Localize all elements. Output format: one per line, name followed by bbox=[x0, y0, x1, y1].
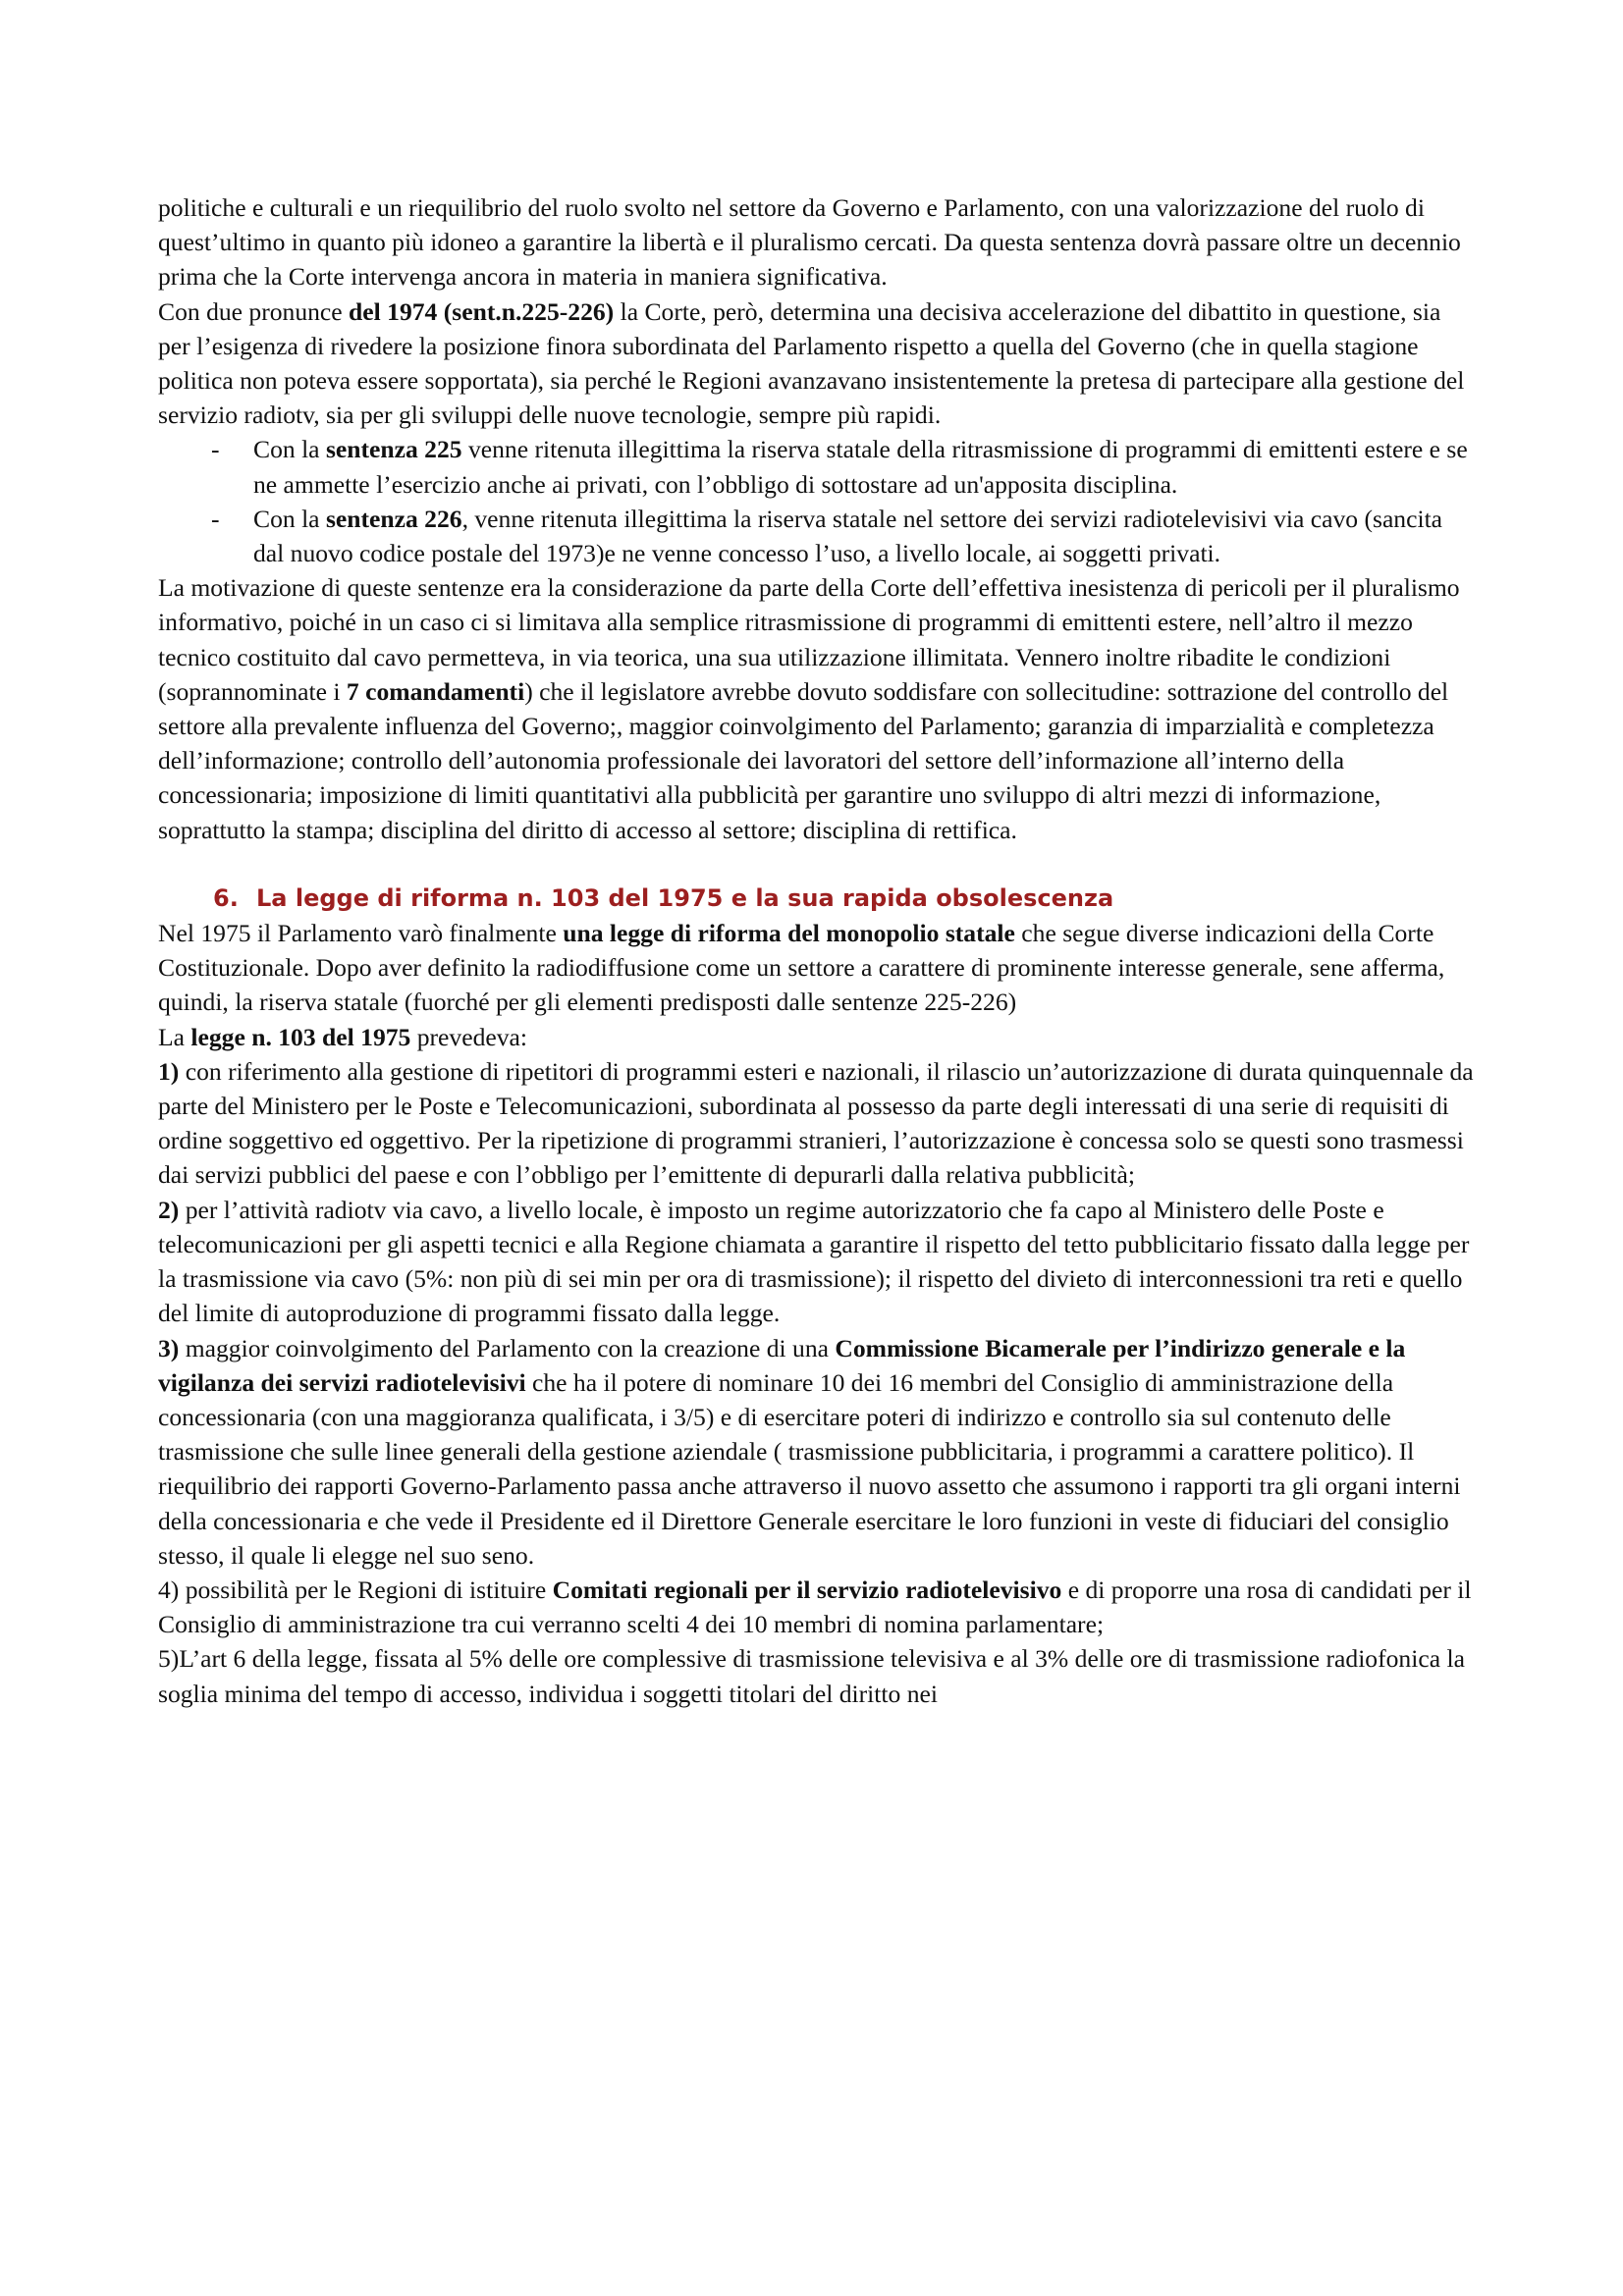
text-run: maggior coinvolgimento del Parlamento con la creazione di una bbox=[179, 1333, 836, 1362]
bullet-item-sentenza-226 bbox=[158, 502, 1479, 570]
section-heading-6 bbox=[158, 881, 1479, 916]
list-item-1 bbox=[158, 1054, 1479, 1193]
document-page bbox=[158, 190, 1479, 1711]
text-run: La bbox=[158, 1022, 191, 1051]
bold-text-run: una legge di riforma del monopolio statale bbox=[563, 919, 1015, 948]
text-run: per l’attività radiotv via cavo, a livello locale, è imposto un regime autorizzatorio che fa capo al Ministero delle Poste e telecomunicazioni per gli aspetti tecnici e alla Regione chiamata a garantire il rispetto del tetto pubblicitario fissato dalla legge per la trasmissione via cavo (5%: non più di sei min per ora di trasmissione); il rispetto del divieto di interconnessioni tra reti e quello del limite di autoproduzione di programmi fissato dalla legge. bbox=[158, 1195, 1470, 1328]
paragraph-motivation bbox=[158, 570, 1479, 847]
list-item-3 bbox=[158, 1331, 1479, 1573]
text-run: con riferimento alla gestione di ripetitori di programmi esteri e nazionali, il rilascio un’autorizzazione di durata quinquennale da parte del Ministero per le Poste e Telecomunicazioni, subordinata al possesso da parte degli interessati di una serie di requisiti di ordine soggettivo ed oggettivo. Per la ripetizione di programmi stranieri, l’autorizzazione è concessa solo se questi sono trasmessi dai servizi pubblici del paese e con l’obbligo per l’emittente di depurarli dalla relativa pubblicità; bbox=[158, 1056, 1474, 1190]
list-item-2 bbox=[158, 1193, 1479, 1331]
paragraph-1974-rulings bbox=[158, 294, 1479, 433]
section-title: La legge di riforma n. 103 del 1975 e la sua rapida obsolescenza bbox=[256, 883, 1114, 912]
paragraph-law-103 bbox=[158, 1020, 1479, 1054]
bold-text-run: legge n. 103 del 1975 bbox=[190, 1022, 411, 1051]
rulings-bullet-list bbox=[158, 432, 1479, 570]
paragraph-intro-text: politiche e culturali e un riequilibrio del ruolo svolto nel settore da Governo e Parlamento, con una valorizzazione del ruolo di quest’ultimo in quanto più idoneo a garantire la libertà e il pluralismo cercati. Da questa sentenza dovrà passare oltre un decennio prima che la Corte intervenga ancora in materia in maniera significativa. bbox=[158, 193, 1461, 292]
text-run: ) che il legislatore avrebbe dovuto soddisfare con sollecitudine: sottrazione del controllo del settore alla prevalente influenza del Governo;, maggior coinvolgimento del Parlamento; garanzia di imparzialità e completezza dell’informazione; controllo dell’autonomia professionale dei lavoratori del settore dell’informazione all’interno della concessionaria; imposizione di limiti quantitativi alla pubblicità per garantire uno sviluppo di altri mezzi di informazione, soprattutto la stampa; disciplina del diritto di accesso al settore; disciplina di rettifica. bbox=[158, 676, 1449, 844]
item-number: 1) bbox=[158, 1056, 180, 1086]
paragraph-1975-reform bbox=[158, 916, 1479, 1020]
text-run: 4) possibilità per le Regioni di istituire bbox=[158, 1575, 553, 1604]
text-run: 5)L’art 6 della legge, fissata al 5% delle ore complessive di trasmissione televisiva e al 3% delle ore di trasmissione radiofonica la soglia minima del tempo di accesso, individua i soggetti titolari del diritto nei bbox=[158, 1644, 1465, 1708]
bullet-item-sentenza-225 bbox=[158, 432, 1479, 501]
item-number: 2) bbox=[158, 1195, 180, 1224]
bold-text-run: sentenza 225 bbox=[325, 435, 462, 464]
text-run: e di proporre una rosa di candidati per il Consiglio di amministrazione tra cui verranno scelti 4 dei 10 membri di nomina parlamentare; bbox=[158, 1575, 1472, 1639]
text-run: Con due pronunce bbox=[158, 296, 350, 326]
blank-line bbox=[158, 847, 1479, 881]
list-item-5 bbox=[158, 1641, 1479, 1710]
item-number: 3) bbox=[158, 1333, 180, 1362]
text-run: La motivazione di queste sentenze era la considerazione da parte della Corte dell’effettiva inesistenza di pericoli per il pluralismo informativo, poiché in un caso ci si limitava alla semplice ritrasmissione di programmi di emittenti estere, nell’altro il mezzo tecnico costituito dal cavo permetteva, in via teorica, una sua utilizzazione illimitata. Vennero inoltre ribadite le condizioni (soprannominate i bbox=[158, 573, 1460, 706]
text-run: Con la bbox=[253, 504, 326, 533]
paragraph-intro bbox=[158, 190, 1479, 294]
bullet-dash: - bbox=[211, 504, 220, 533]
text-run: Nel 1975 il Parlamento varò finalmente bbox=[158, 919, 564, 948]
text-run: che ha il potere di nominare 10 dei 16 membri del Consiglio di amministrazione della concessionaria (con una maggioranza qualificata, i 3/5) e di esercitare poteri di indirizzo e controllo sia sul contenuto delle trasmissione che sulle linee generali della gestione aziendale ( trasmissione pubblicitaria, i programmi a carattere politico). Il riequilibrio dei rapporti Governo-Parlamento passa anche attraverso il nuovo assetto che assumono i rapporti tra gli organi interni della concessionaria e che vede il Presidente ed il Direttore Generale esercitare le loro funzioni in veste di fiduciari del consiglio stesso, il quale li elegge nel suo seno. bbox=[158, 1367, 1461, 1570]
text-run: Con la bbox=[253, 435, 326, 464]
bold-text-run: Commissione Bicamerale per l’indirizzo generale e la vigilanza dei servizi radiotelevisivi bbox=[158, 1333, 1406, 1397]
bold-text-run: del 1974 (sent.n.225-226) bbox=[349, 296, 615, 326]
bold-text-run: sentenza 226 bbox=[325, 504, 462, 533]
text-run: che segue diverse indicazioni della Corte Costituzionale. Dopo aver definito la radiodiffusione come un settore a carattere di prominente interesse generale, sene afferma, quindi, la riserva statale (fuorché per gli elementi predisposti dalle sentenze 225-226) bbox=[158, 919, 1445, 1017]
text-run: prevedeva: bbox=[410, 1022, 528, 1051]
section-number: 6. bbox=[213, 883, 239, 912]
bold-text-run: Comitati regionali per il servizio radiotelevisivo bbox=[552, 1575, 1062, 1604]
bold-text-run: 7 comandamenti bbox=[346, 676, 525, 706]
text-run: venne ritenuta illegittima la riserva statale della ritrasmissione di programmi di emittenti estere e se ne ammette l’esercizio anche ai privati, con l’obbligo di sottostare ad un'apposita disciplina. bbox=[253, 435, 1468, 499]
text-run: la Corte, però, determina una decisiva accelerazione del dibattito in questione, sia per l’esigenza di rivedere la posizione finora subordinata del Parlamento rispetto a quella del Governo (che in quella stagione politica non poteva essere sopportata), sia perché le Regioni avanzavano insistentemente la pretesa di partecipare alla gestione del servizio radiotv, sia per gli sviluppi delle nuove tecnologie, sempre più rapidi. bbox=[158, 296, 1465, 430]
text-run: , venne ritenuta illegittima la riserva statale nel settore dei servizi radiotelevisivi via cavo (sancita dal nuovo codice postale del 1973)e ne venne concesso l’uso, a livello locale, ai soggetti privati. bbox=[253, 504, 1443, 568]
list-item-4 bbox=[158, 1573, 1479, 1641]
bullet-dash: - bbox=[211, 435, 220, 464]
